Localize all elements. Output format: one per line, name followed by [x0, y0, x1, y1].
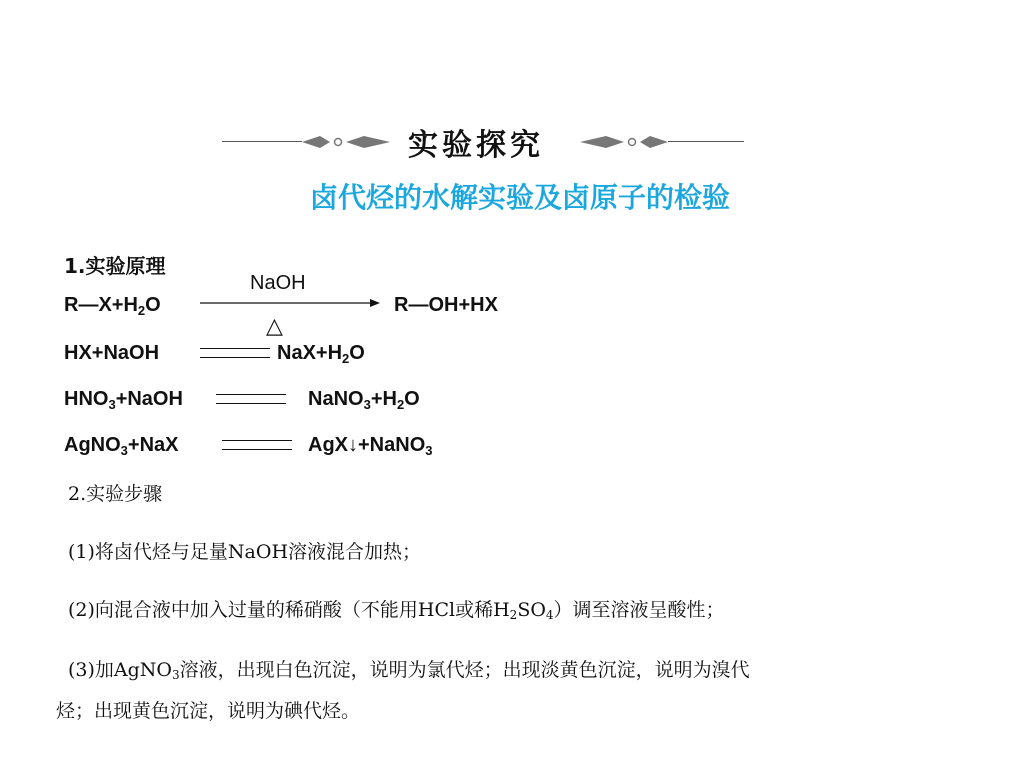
section-subtitle: 卤代烃的水解实验及卤原子的检验 [309, 181, 730, 214]
reaction1-condition-bottom: △ [266, 313, 283, 338]
reaction3-left: $HNO_3+NaOH$ [64, 388, 183, 412]
reaction1-right: R—OH+HX [394, 294, 498, 316]
reaction3-right: $NaNO_3+H_2O$ [308, 388, 420, 412]
equals-sign [222, 440, 292, 450]
banner-right-line [668, 141, 744, 142]
reaction4-right: AgX↓+NaNO$_3$ [308, 434, 433, 458]
reaction1-left: $R—X+H_2O$ [64, 294, 161, 318]
reaction2-left: HX+NaOH [64, 342, 160, 364]
principle-heading: 1.实验原理 [64, 254, 166, 278]
equals-sign [200, 348, 270, 358]
banner-right-ornament-icon [570, 132, 670, 152]
reaction1-condition-top: NaOH [250, 272, 306, 294]
reaction-arrow-icon [200, 297, 380, 309]
banner-left-ornament-icon [300, 132, 400, 152]
reaction2-right: $NaX+H_2O$ [277, 342, 365, 366]
step-1: (1)将卤代烃与足量NaOH溶液混合加热； [68, 541, 422, 563]
equals-sign [216, 394, 286, 404]
step-2: (2)向混合液中加入过量的稀硝酸（不能用HCl或稀$H_2SO_4$）调至溶液呈酸性； [68, 599, 725, 622]
banner-title: 实验探究 [408, 128, 544, 163]
reaction4-left: AgNO$_3$+NaX [64, 434, 179, 458]
step-3: (3)加AgNO$_3$溶液，出现白色沉淀，说明为氯代烃；出现淡黄色沉淀，说明为溴代 烃；出现黄色沉淀，说明为碘代烃。 [56, 659, 750, 722]
steps-heading: 2.实验步骤 [68, 483, 163, 505]
banner-left-line [222, 141, 302, 142]
